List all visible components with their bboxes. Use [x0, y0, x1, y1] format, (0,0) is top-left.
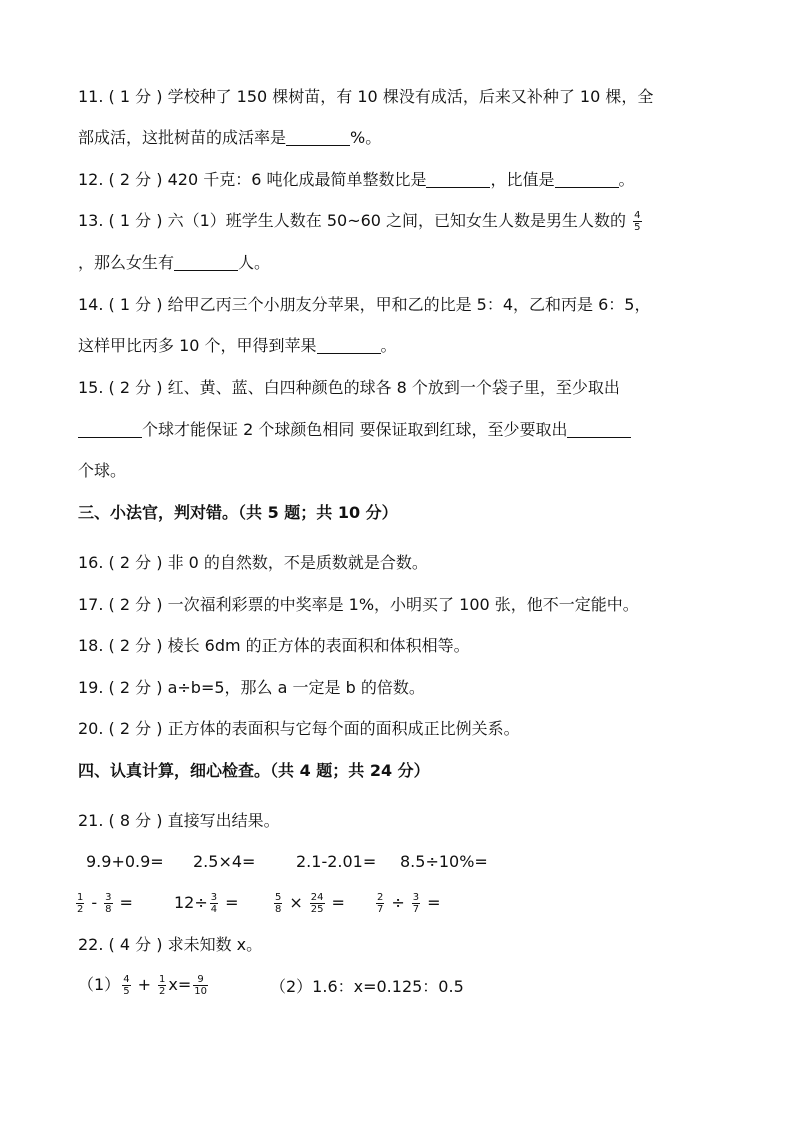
question-18 — [78, 634, 470, 658]
fraction: $\frac{3}{7}$ — [412, 892, 420, 915]
question-text: 直接写出结果。 — [167, 811, 280, 830]
question-15-line1 — [78, 376, 620, 400]
calc-item: 9.9+0.9= — [86, 852, 164, 871]
question-score: ( 8 分 ) — [108, 811, 163, 830]
calc-item: 2.5×4= — [193, 852, 256, 871]
question-score: ( 1 分 ) — [108, 295, 163, 314]
question-text: 420 千克：6 吨化成最简单整数比是 — [167, 170, 427, 189]
question-number: 22. — [78, 935, 104, 954]
question-text: 一次福利彩票的中奖率是 1%，小明买了 100 张，他不一定能中。 — [167, 595, 639, 614]
question-number: 15. — [78, 378, 104, 397]
question-text: ，比值是 — [490, 170, 555, 189]
fraction: $\frac{1}{2}$ — [77, 892, 84, 915]
fraction: $\frac{2}{7}$ — [377, 892, 384, 915]
question-text: 棱长 6dm 的正方体的表面积和体积相等。 — [167, 636, 470, 655]
question-score: ( 2 分 ) — [108, 595, 163, 614]
question-16 — [78, 551, 428, 575]
question-11-line2 — [78, 126, 381, 150]
question-text: 个球才能保证 2 个球颜色相同 要保证取到红球，至少要取出 — [142, 420, 568, 439]
fraction: $\frac{4}{5}$ — [123, 974, 130, 997]
question-text: 正方体的表面积与它每个面的面积成正比例关系。 — [167, 719, 520, 738]
question-score: ( 2 分 ) — [108, 378, 163, 397]
question-21 — [78, 809, 280, 833]
question-number: 14. — [78, 295, 104, 314]
question-number: 21. — [78, 811, 104, 830]
question-text: 人。 — [238, 253, 271, 272]
question-11-line1 — [78, 85, 653, 109]
question-score: ( 2 分 ) — [108, 170, 163, 189]
equation-part-1: （1） $\frac{4}{5}$ + $\frac{1}{2}$ x= $\frac{9}{10}$ — [78, 974, 207, 997]
answer-blank[interactable] — [555, 171, 619, 188]
section-heading-4: 四、认真计算，细心检查。（共 4 题；共 24 分） — [78, 761, 430, 780]
question-text: a÷b=5，那么 a 一定是 b 的倍数。 — [167, 678, 425, 697]
calc-item: 2.1-2.01= — [296, 852, 377, 871]
question-number: 11. — [78, 87, 104, 106]
equation-part-2: （2）1.6：x=0.125：0.5 — [270, 977, 464, 996]
question-12 — [78, 168, 635, 192]
question-14-line2 — [78, 334, 397, 358]
question-text: ，那么女生有 — [78, 253, 175, 272]
question-score: ( 2 分 ) — [108, 678, 163, 697]
question-text: 红、黄、蓝、白四种颜色的球各 8 个放到一个袋子里，至少取出 — [167, 378, 620, 397]
answer-blank[interactable] — [286, 129, 350, 146]
answer-blank[interactable] — [567, 421, 631, 438]
question-number: 18. — [78, 636, 104, 655]
question-22 — [78, 933, 262, 957]
calc-item-fraction: $\frac{5}{8}$ × $\frac{24}{25}$ = — [275, 892, 345, 915]
fraction: $\frac{3}{8}$ — [105, 892, 112, 915]
question-text: 学校种了 150 棵树苗，有 10 棵没有成活，后来又补种了 10 棵，全 — [167, 87, 654, 106]
fraction: $\frac{5}{8}$ — [275, 892, 282, 915]
fraction: $\frac{3}{4}$ — [210, 892, 218, 915]
question-17 — [78, 593, 639, 617]
question-20 — [78, 717, 520, 741]
answer-blank[interactable] — [78, 421, 142, 438]
answer-blank[interactable] — [174, 254, 238, 271]
question-14-line1 — [78, 293, 650, 317]
question-score: ( 2 分 ) — [108, 719, 163, 738]
question-text: 。 — [618, 170, 635, 189]
calc-item-fraction: $\frac{2}{7}$ ÷ $\frac{3}{7}$ = — [377, 892, 441, 915]
question-text: 个球。 — [78, 461, 127, 480]
section-heading-3: 三、小法官，判对错。（共 5 题；共 10 分） — [78, 503, 398, 522]
question-text: 这样甲比丙多 10 个，甲得到苹果 — [78, 336, 317, 355]
answer-blank[interactable] — [426, 171, 490, 188]
question-score: ( 1 分 ) — [108, 87, 163, 106]
question-score: ( 1 分 ) — [108, 211, 163, 230]
question-15-line2 — [78, 418, 631, 442]
question-text: 求未知数 x。 — [167, 935, 263, 954]
fraction: $\frac{9}{10}$ — [194, 974, 207, 997]
question-number: 13. — [78, 211, 104, 230]
question-15-line3 — [78, 459, 126, 483]
question-text: 六（1）班学生人数在 50~60 之间，已知女生人数是男生人数的 — [167, 211, 627, 230]
question-score: ( 2 分 ) — [108, 553, 163, 572]
calc-item: 8.5÷10%= — [400, 852, 488, 871]
question-text: %。 — [350, 128, 382, 147]
fraction: $\frac{1}{2}$ — [158, 974, 166, 997]
fraction: $\frac{4}{5}$ — [634, 210, 641, 233]
question-score: ( 4 分 ) — [108, 935, 163, 954]
question-text: 非 0 的自然数，不是质数就是合数。 — [167, 553, 428, 572]
fraction: $\frac{24}{25}$ — [310, 892, 324, 915]
calc-item-fraction: 12÷ $\frac{3}{4}$ = — [174, 892, 239, 915]
question-number: 12. — [78, 170, 104, 189]
question-number: 20. — [78, 719, 104, 738]
question-number: 16. — [78, 553, 104, 572]
question-text: 给甲乙丙三个小朋友分苹果，甲和乙的比是 5：4，乙和丙是 6：5， — [167, 295, 651, 314]
question-19 — [78, 676, 425, 700]
question-number: 17. — [78, 595, 104, 614]
calc-item-fraction: $\frac{1}{2}$ - $\frac{3}{8}$ = — [77, 892, 133, 915]
question-number: 19. — [78, 678, 104, 697]
question-text: 。 — [380, 336, 397, 355]
question-13-line1 — [78, 209, 644, 233]
question-score: ( 2 分 ) — [108, 636, 163, 655]
question-text: 部成活，这批树苗的成活率是 — [78, 128, 287, 147]
answer-blank[interactable] — [317, 337, 381, 354]
question-13-line2 — [78, 251, 270, 275]
